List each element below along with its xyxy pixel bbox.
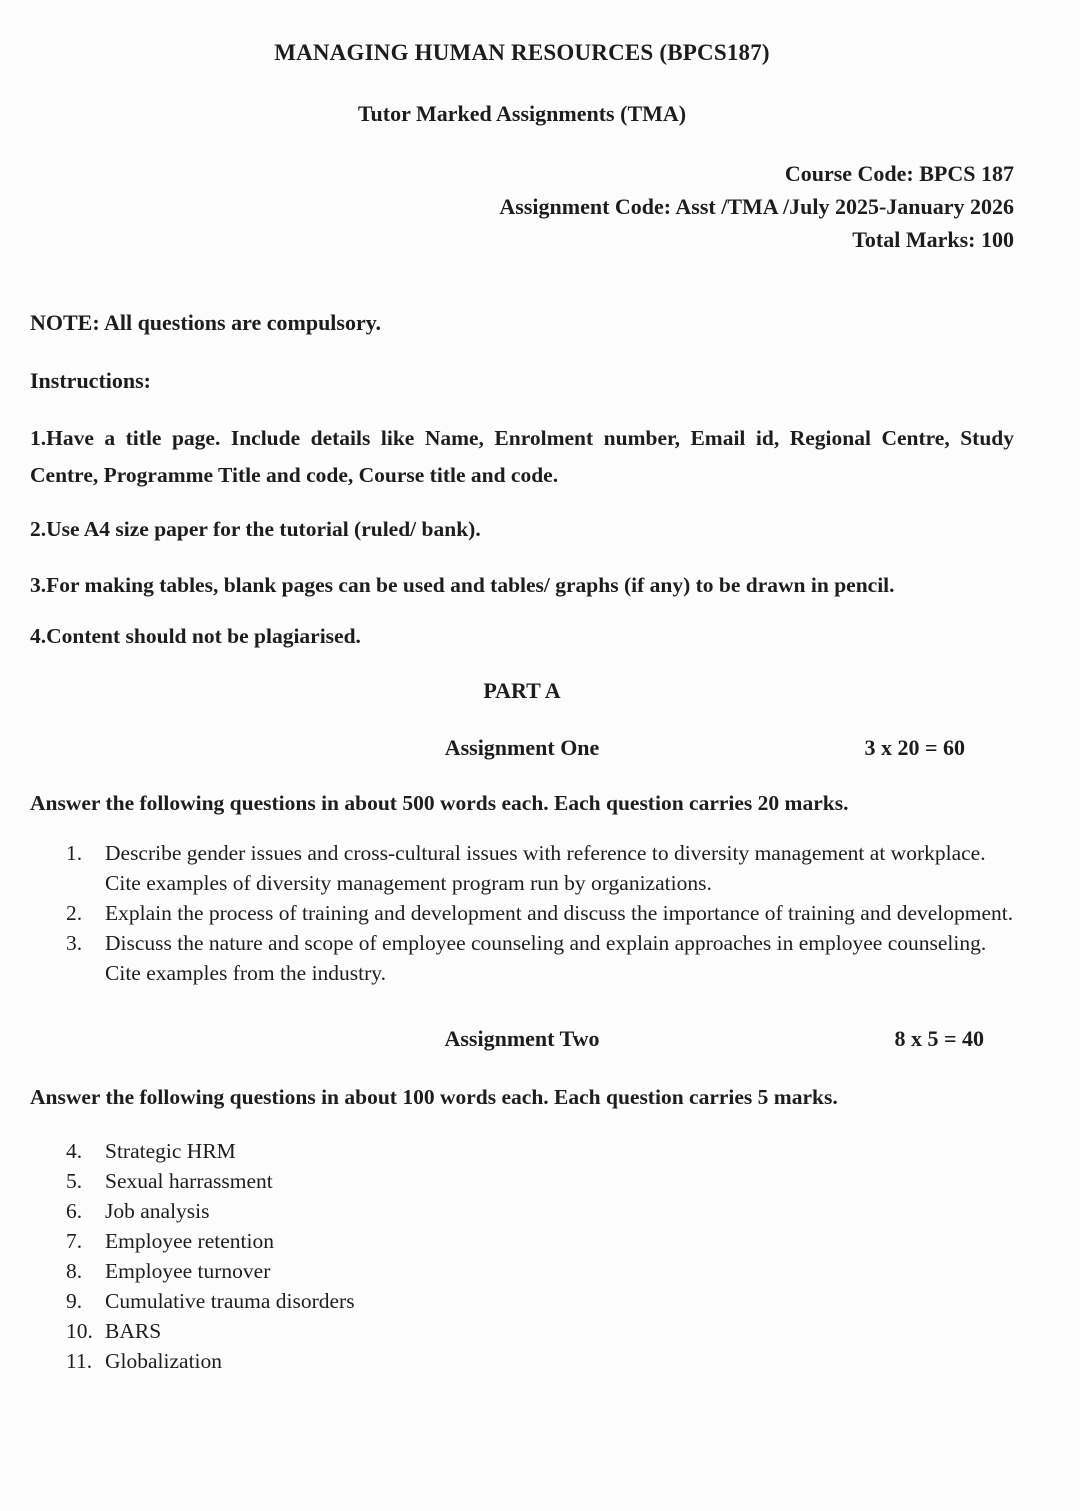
assignment-one-intro: Answer the following questions in about 500 words each. Each question carries 20 marks.	[30, 791, 849, 815]
question-text: Discuss the nature and scope of employee counseling and explain approaches in employee counseling. Cite examples from the industry.	[105, 931, 987, 985]
question-text: Sexual harrassment	[105, 1169, 273, 1193]
question-number: 8.	[66, 1259, 83, 1283]
question-number: 5.	[66, 1169, 83, 1193]
question-text: BARS	[105, 1319, 162, 1343]
course-meta-block	[30, 157, 1014, 256]
total-marks-line: Total Marks: 100	[852, 227, 1014, 252]
question-number: 1.	[66, 841, 83, 865]
question-text: Globalization	[105, 1349, 223, 1373]
instructions-heading: Instructions:	[30, 368, 152, 393]
assignment-two-heading-row	[30, 1024, 1014, 1054]
question-text: Cumulative trauma disorders	[105, 1289, 355, 1313]
assignment-two-marks: 8 x 5 = 40	[894, 1026, 984, 1051]
question-number: 3.	[66, 931, 83, 955]
question-text: Strategic HRM	[105, 1139, 236, 1163]
assignment-one-title: Assignment One	[444, 735, 600, 760]
assignment-one-heading-row	[30, 733, 1014, 763]
question-text: Employee turnover	[105, 1259, 271, 1283]
instruction-item-1: 1.Have a title page. Include details like Name, Enrolment number, Email id, Regional Centre, Study Centre, Programme Title and code, Course title and code.	[30, 426, 1014, 487]
document-subtitle: Tutor Marked Assignments (TMA)	[357, 101, 687, 126]
question-number: 7.	[66, 1229, 83, 1253]
note-line: NOTE: All questions are compulsory.	[30, 310, 382, 335]
question-item	[66, 1316, 1014, 1346]
instruction-item-3: 3.For making tables, blank pages can be used and tables/ graphs (if any) to be drawn in pencil.	[30, 573, 895, 597]
question-item	[66, 1166, 1014, 1196]
assignment-two-title: Assignment Two	[444, 1026, 600, 1051]
question-number: 10.	[66, 1319, 93, 1343]
question-number: 11.	[66, 1349, 93, 1373]
question-item	[66, 1226, 1014, 1256]
assignment-code-line: Assignment Code: Asst /TMA /July 2025-January 2026	[499, 194, 1014, 219]
course-code-line: Course Code: BPCS 187	[784, 161, 1014, 186]
assignment-one-marks: 3 x 20 = 60	[864, 735, 965, 760]
question-item	[66, 1286, 1014, 1316]
question-text: Explain the process of training and development and discuss the importance of training and development.	[105, 901, 1014, 925]
question-text: Job analysis	[105, 1199, 210, 1223]
instruction-item-4: 4.Content should not be plagiarised.	[30, 624, 361, 648]
question-item	[66, 1256, 1014, 1286]
question-number: 4.	[66, 1139, 83, 1163]
assignment-two-intro: Answer the following questions in about 100 words each. Each question carries 5 marks.	[30, 1085, 838, 1109]
question-number: 6.	[66, 1199, 83, 1223]
question-item	[66, 1346, 1014, 1376]
assignment-one-question-list	[30, 838, 1014, 988]
question-text: Describe gender issues and cross-cultural issues with reference to diversity management at workplace. Cite examples of diversity management program run by organizations.	[105, 841, 986, 895]
question-item	[66, 1136, 1014, 1166]
document-title: MANAGING HUMAN RESOURCES (BPCS187)	[274, 40, 770, 65]
part-a-heading: PART A	[483, 678, 561, 703]
question-item	[66, 1196, 1014, 1226]
question-text: Employee retention	[105, 1229, 274, 1253]
question-number: 9.	[66, 1289, 83, 1313]
question-number: 2.	[66, 901, 83, 925]
question-item	[66, 898, 1014, 928]
question-item	[66, 928, 1014, 988]
assignment-two-question-list	[30, 1136, 1014, 1376]
question-item	[66, 838, 1014, 898]
instruction-item-2: 2.Use A4 size paper for the tutorial (ruled/ bank).	[30, 517, 481, 541]
